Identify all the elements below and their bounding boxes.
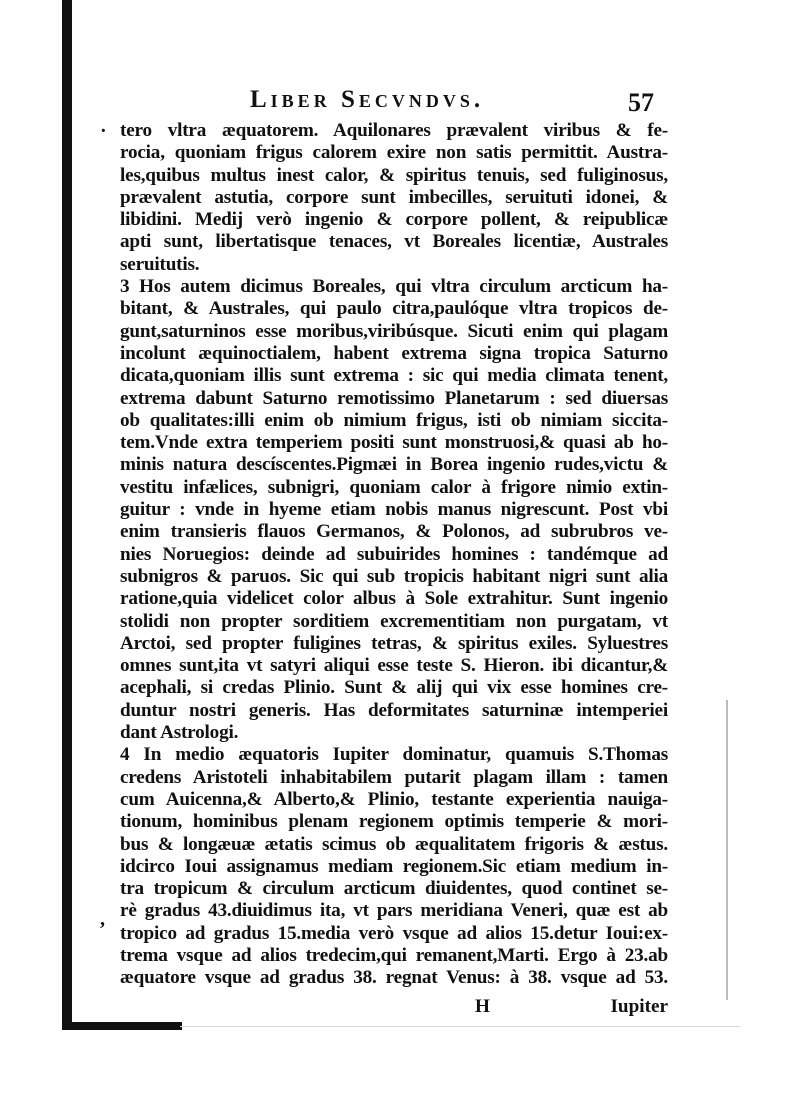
- catchword: Iupiter: [610, 996, 668, 1017]
- text-line: dant Astrologi.: [120, 722, 239, 744]
- text-line: idcirco Ioui assignamus mediam regionem.Sic etiam medium in-: [120, 855, 668, 877]
- text-line: dicata,quoniam illis sunt extrema : sic qui media climata tenent,: [120, 365, 668, 387]
- text-line: nies Noruegios: deinde ad subuirides homines : tandémque ad: [120, 543, 668, 565]
- text-line: Arctoi, sed propter fuligines tetras, & spiritus exiles. Syluestres: [120, 632, 668, 654]
- text-line: guitur : vnde in hyeme etiam nobis manus nigrescunt. Post vbi: [120, 499, 668, 521]
- text-line: tra tropicum & circulum arcticum diuidentes, quod continet se-: [120, 878, 668, 900]
- running-head-title: Liber Secvndvs.: [250, 86, 485, 113]
- text-line: cum Auicenna,& Alberto,& Plinio, testante experientia nauiga-: [120, 788, 668, 810]
- text-line: stolidi non propter sorditiem excrementitiam non purgatam, vt: [120, 610, 668, 632]
- signature-mark: H: [475, 996, 490, 1017]
- text-line: libidini. Medij verò ingenio & corpore pollent, & reipublicæ: [120, 209, 668, 231]
- text-line: rè gradus 43.diuidimus ita, vt pars meridiana Veneri, quæ est ab: [120, 900, 668, 922]
- left-binding-rule: [62, 0, 72, 1030]
- bottom-edge-line: [180, 1026, 740, 1027]
- text-line: trema vsque ad alios tredecim,qui remanent,Marti. Ergo à 23.ab: [120, 944, 668, 966]
- text-line: 4 In medio æquatoris Iupiter dominatur, quamuis S.Thomas: [120, 744, 668, 766]
- text-line: minis natura descíscentes.Pigmæi in Borea ingenio rudes,victu &: [120, 454, 668, 476]
- text-line: bus & longæuæ ætatis scimus ob æqualitatem frigoris & æstus.: [120, 833, 668, 855]
- text-line: bitant, & Australes, qui paulo citra,paulóque vltra tropicos de-: [120, 298, 668, 320]
- text-line: rocia, quoniam frigus calorem exire non satis permittit. Austra-: [120, 142, 668, 164]
- text-line: les,quibus multus inest calor, & spiritus tenuis, sed fuliginosus,: [120, 164, 668, 186]
- footer-row: [120, 996, 668, 1022]
- text-line: omnes sunt,ita vt satyri aliqui esse teste S. Hieron. ibi dicantur,&: [120, 655, 668, 677]
- text-line: acephali, si credas Plinio. Sunt & alij qui vix esse homines cre-: [120, 677, 668, 699]
- text-line: prævalent astutia, corpore sunt imbecilles, seruituti idonei, &: [120, 186, 668, 208]
- text-line: gunt,saturninos esse moribus,viribúsque. Sicuti enim qui plagam: [120, 320, 668, 342]
- text-line: seruitutis.: [120, 253, 200, 275]
- text-line: vestitu infælices, subnigri, quoniam calor à frigore nimio extin-: [120, 476, 668, 498]
- text-block: [120, 120, 668, 990]
- text-line: tropico ad gradus 15.media verò vsque ad alios 15.detur Ioui:ex-: [120, 922, 668, 944]
- text-line: ob qualitates:illi enim ob nimium frigus, isti ob nimiam siccita-: [120, 409, 668, 431]
- right-edge-shadow: [726, 700, 728, 1000]
- text-line: apti sunt, libertatisque tenaces, vt Boreales licentiæ, Australes: [120, 231, 668, 253]
- text-line: enim transieris flauos Germanos, & Polonos, ad subrubros ve-: [120, 521, 668, 543]
- text-line: extrema dabunt Saturno remotissimo Planetarum : sed diuersas: [120, 387, 668, 409]
- bottom-binding-rule: [62, 1022, 182, 1030]
- text-line: æquatore vsque ad gradus 38. regnat Venus: à 38. vsque ad 53.: [120, 967, 668, 989]
- text-line: credens Aristoteli inhabitabilem putarit plagam illam : tamen: [120, 766, 668, 788]
- page-number: 57: [628, 88, 654, 117]
- text-line: tem.Vnde extra temperiem positi sunt monstruosi,& quasi ab ho-: [120, 432, 668, 454]
- text-line: ratione,quia videlicet color albus à Sole extrahitur. Sunt ingenio: [120, 588, 668, 610]
- margin-comma: ,: [100, 908, 105, 930]
- text-line: tero vltra æquatorem. Aquilonares prævalent viribus & fe-: [120, 120, 668, 141]
- text-line: 3 Hos autem dicimus Boreales, qui vltra circulum arcticum ha-: [120, 276, 668, 298]
- margin-dot: ·: [100, 120, 107, 142]
- text-line: incolunt æquinoctialem, habent extrema signa tropica Saturno: [120, 342, 668, 364]
- text-line: tionum, hominibus plenam regionem optimis temperie & mori-: [120, 811, 668, 833]
- text-line: subnigros & paruos. Sic qui sub tropicis habitant nigri sunt alia: [120, 565, 668, 587]
- text-line: duntur nostri generis. Has deformitates saturninæ intemperiei: [120, 699, 668, 721]
